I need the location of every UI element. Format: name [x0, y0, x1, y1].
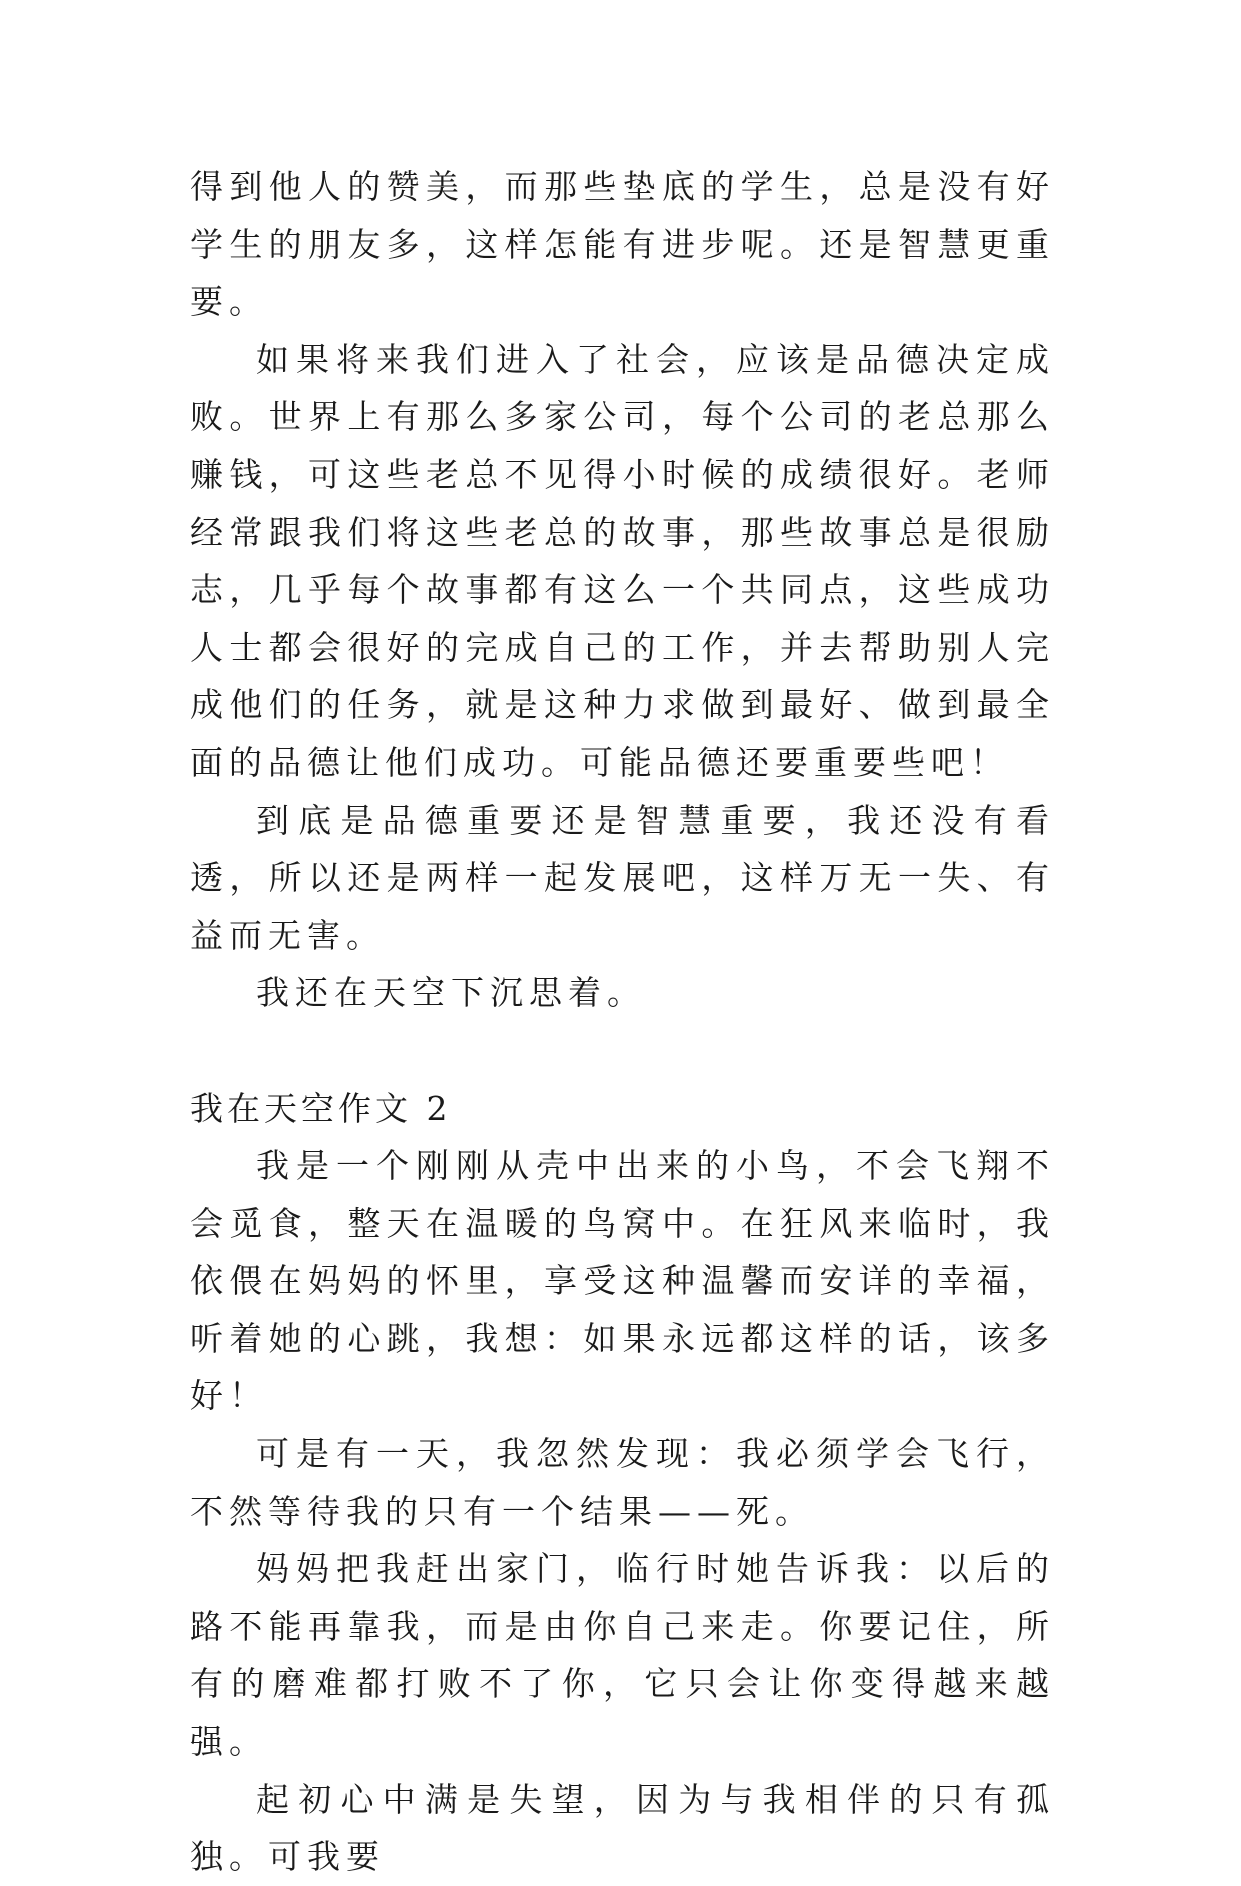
- paragraph-little-bird: 我是一个刚刚从壳中出来的小鸟，不会飞翔不会觅食，整天在温暖的鸟窝中。在狂风来临时，我依偎在妈妈的怀里，享受这种温馨而安详的幸福，听着她的心跳，我想：如果永远都这样的话，该多好！: [190, 1146, 1055, 1416]
- paragraph-mother-advice: 妈妈把我赶出家门，临行时她告诉我：以后的路不能再靠我，而是由你自己来走。你要记住，所有的磨难都打败不了你，它只会让你变得越来越强。: [190, 1549, 1055, 1762]
- paragraph-morality-or-wisdom: 到底是品德重要还是智慧重要，我还没有看透，所以还是两样一起发展吧，这样万无一失、有益而无害。: [190, 800, 1055, 955]
- paragraph-pondering: 我还在天空下沉思着。: [256, 973, 646, 1013]
- paragraph-continuation: 得到他人的赞美，而那些垫底的学生，总是没有好学生的朋友多，这样怎能有进步呢。还是智慧更重要。: [190, 167, 1055, 322]
- document-body: [190, 158, 1055, 1886]
- paragraph-society-morality: 如果将来我们进入了社会，应该是品德决定成败。世界上有那么多家公司，每个公司的老总那么赚钱，可这些老总不见得小时候的成绩很好。老师经常跟我们将这些老总的故事，那些故事总是很励志，几乎每个故事都有这么一个共同点，这些成功人士都会很好的完成自己的工作，并去帮助别人完成他们的任务，就是这种力求做到最好、做到最全面的品德让他们成功。可能品德还要重要些吧！: [190, 339, 1055, 782]
- essay-title: 我在天空作文 2: [190, 1088, 452, 1128]
- paragraph-must-fly: 可是有一天，我忽然发现：我必须学会飞行，不然等待我的只有一个结果——死。: [190, 1434, 1055, 1531]
- section-gap: [190, 1022, 1055, 1080]
- paragraph-loneliness: 起初心中满是失望，因为与我相伴的只有孤独。可我要: [190, 1779, 1055, 1877]
